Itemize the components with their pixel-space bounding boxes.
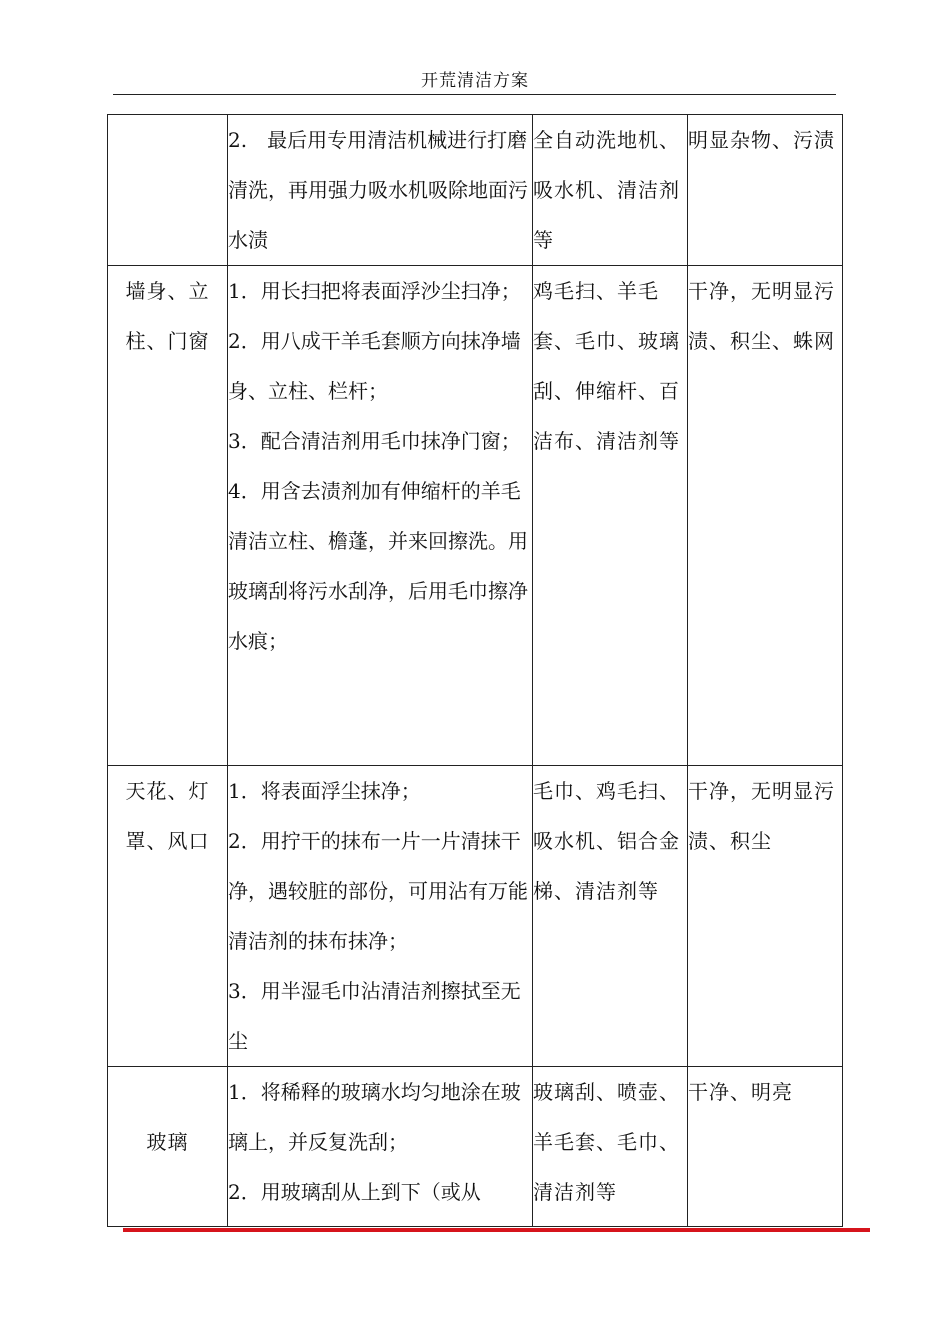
table-row: [108, 115, 843, 266]
area-cell: [108, 766, 228, 1067]
step-text: 3．用半湿毛巾沾清洁剂擦拭至无尘: [228, 979, 521, 1053]
page-header-title: 开荒清洁方案: [421, 71, 529, 91]
standard-cell: 干净、明亮: [688, 1067, 843, 1227]
area-label: 天花、灯罩、风口: [125, 779, 210, 853]
area-label: 墙身、立柱、门窗: [125, 279, 210, 353]
tools-cell: 鸡毛扫、羊毛套、毛巾、玻璃刮、伸缩杆、百洁布、清洁剂等: [533, 266, 688, 766]
steps-cell: [228, 766, 533, 1067]
step-text: 2．用八成干羊毛套顺方向抹净墙身、立柱、栏杆；: [228, 329, 521, 403]
step-text: 2．用玻璃刮从上到下（或从: [228, 1180, 481, 1204]
cleaning-plan-table: [107, 114, 843, 1227]
step-text: 2．用拧干的抹布一片一片清抹干净，遇较脏的部份，可用沾有万能清洁剂的抹布抹净；: [228, 829, 528, 953]
header-divider: [113, 94, 836, 95]
area-cell: [108, 115, 228, 266]
area-cell: [108, 266, 228, 766]
tools-cell: 全自动洗地机、吸水机、清洁剂等: [533, 115, 688, 266]
step-text: 1．将稀释的玻璃水均匀地涂在玻璃上，并反复洗刮；: [228, 1080, 521, 1154]
table-row: [108, 1067, 843, 1227]
table-row: [108, 266, 843, 766]
steps-cell: [228, 1067, 533, 1227]
area-cell: [108, 1067, 228, 1227]
step-text: 1．用长扫把将表面浮沙尘扫净；: [228, 279, 521, 303]
standard-cell: 干净，无明显污渍、积尘、蛛网: [688, 266, 843, 766]
standard-cell: 干净，无明显污渍、积尘: [688, 766, 843, 1067]
footer-red-rule: [123, 1228, 870, 1232]
step-text: 4．用含去渍剂加有伸缩杆的羊毛清洁立柱、檐蓬，并来回擦洗。用玻璃刮将污水刮净，后用毛巾擦净水痕；: [228, 479, 528, 653]
steps-cell: [228, 115, 533, 266]
table-row: [108, 766, 843, 1067]
tools-cell: 玻璃刮、喷壶、羊毛套、毛巾、清洁剂等: [533, 1067, 688, 1227]
area-label: 玻璃: [146, 1130, 189, 1154]
standard-cell: 明显杂物、污渍: [688, 115, 843, 266]
step-text: 1．将表面浮尘抹净；: [228, 779, 421, 803]
step-text: 3．配合清洁剂用毛巾抹净门窗；: [228, 429, 521, 453]
steps-cell: [228, 266, 533, 766]
tools-cell: 毛巾、鸡毛扫、吸水机、铝合金梯、清洁剂等: [533, 766, 688, 1067]
step-text: 2. 最后用专用清洁机械进行打磨清洗，再用强力吸水机吸除地面污水渍: [228, 128, 528, 252]
